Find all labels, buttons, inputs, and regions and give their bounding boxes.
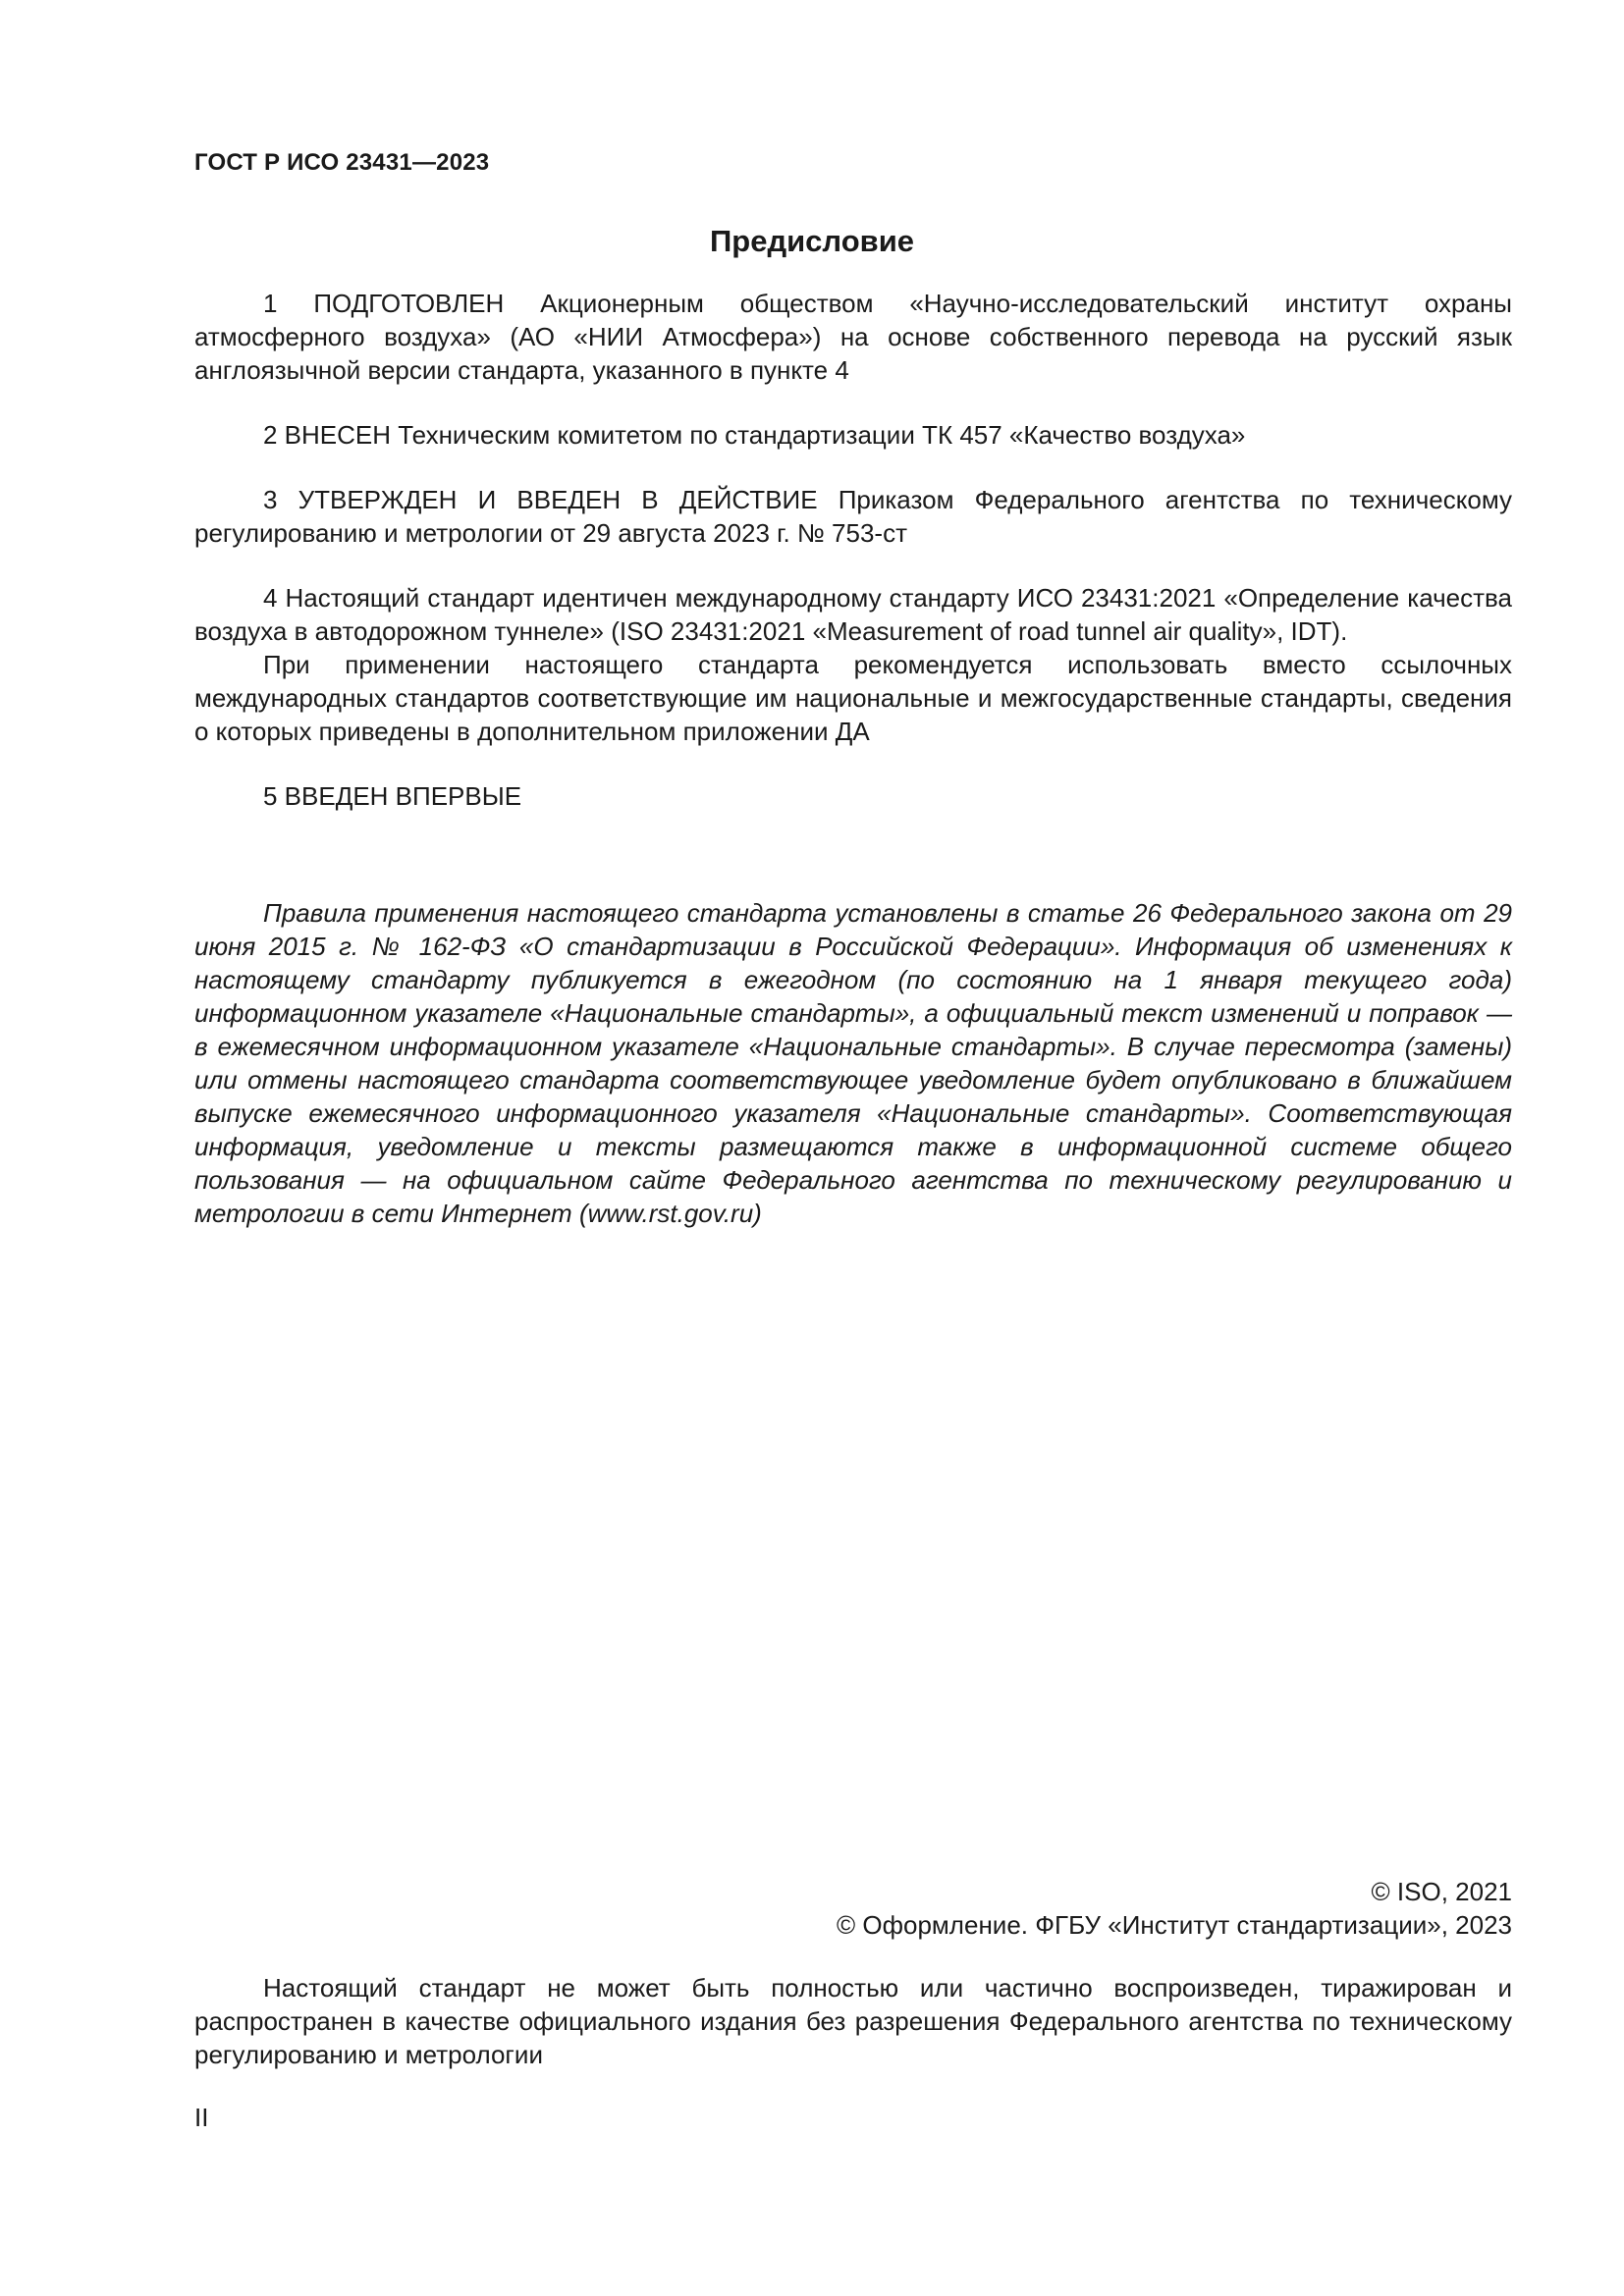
preface-item-3: 3 УТВЕРЖДЕН И ВВЕДЕН В ДЕЙСТВИЕ Приказом Федерального агентства по техническому регулированию и метрологии от 29 августа 2023 г. № 753-ст	[194, 485, 1512, 548]
preface-item-5: 5 ВВЕДЕН ВПЕРВЫЕ	[263, 781, 522, 811]
page-title: Предисловие	[709, 224, 914, 258]
preface-item-2: 2 ВНЕСЕН Техническим комитетом по стандартизации ТК 457 «Качество воздуха»	[263, 420, 1246, 450]
copyright-block	[837, 1875, 1512, 1942]
copyright-iso: © ISO, 2021	[1371, 1877, 1512, 1906]
standard-code-header: ГОСТ Р ИСО 23431—2023	[194, 149, 490, 176]
preface-item-4-note: При применении настоящего стандарта рекомендуется использовать вместо ссылочных международных стандартов соответствующие им национальные и межгосударственные стандарты, сведения о которых приведены в дополнительном приложении ДА	[194, 650, 1512, 746]
preface-body	[194, 287, 1512, 1230]
page-number: II	[194, 2103, 209, 2132]
preface-item-1: 1 ПОДГОТОВЛЕН Акционерным обществом «Научно-исследовательский институт охраны атмосферного воздуха» (АО «НИИ Атмосфера») на основе собственного перевода на русский язык англоязычной версии стандарта, указанного в пункте 4	[194, 289, 1512, 385]
reproduction-notice-block	[194, 1971, 1512, 2071]
reproduction-notice: Настоящий стандарт не может быть полностью или частично воспроизведен, тиражирован и распространен в качестве официального издания без разрешения Федерального агентства по техническому регулированию и метрологии	[194, 1973, 1512, 2069]
rules-notice: Правила применения настоящего стандарта установлены в статье 26 Федерального закона от 29 июня 2015 г. № 162-ФЗ «О стандартизации в Российской Федерации». Информация об изменениях к настоящему стандарту публикуется в ежегодном (по состоянию на 1 января текущего года) информационном указателе «Национальные стандарты», а официальный текст изменений и поправок — в ежемесячном информационном указателе «Национальные стандарты». В случае пересмотра (замены) или отмены настоящего стандарта соответствующее уведомление будет опубликовано в ближайшем выпуске ежемесячного информационного указателя «Национальные стандарты». Соответствующая информация, уведомление и тексты размещаются также в информационной системе общего пользования — на официальном сайте Федерального агентства по техническому регулированию и метрологии в сети Интернет (www.rst.gov.ru)	[194, 898, 1512, 1228]
preface-item-4: 4 Настоящий стандарт идентичен международному стандарту ИСО 23431:2021 «Определение качества воздуха в автодорожном туннеле» (ISO 23431:2021 «Measurement of road tunnel air quality», IDT).	[194, 583, 1512, 646]
copyright-design: © Оформление. ФГБУ «Институт стандартизации», 2023	[837, 1910, 1512, 1940]
